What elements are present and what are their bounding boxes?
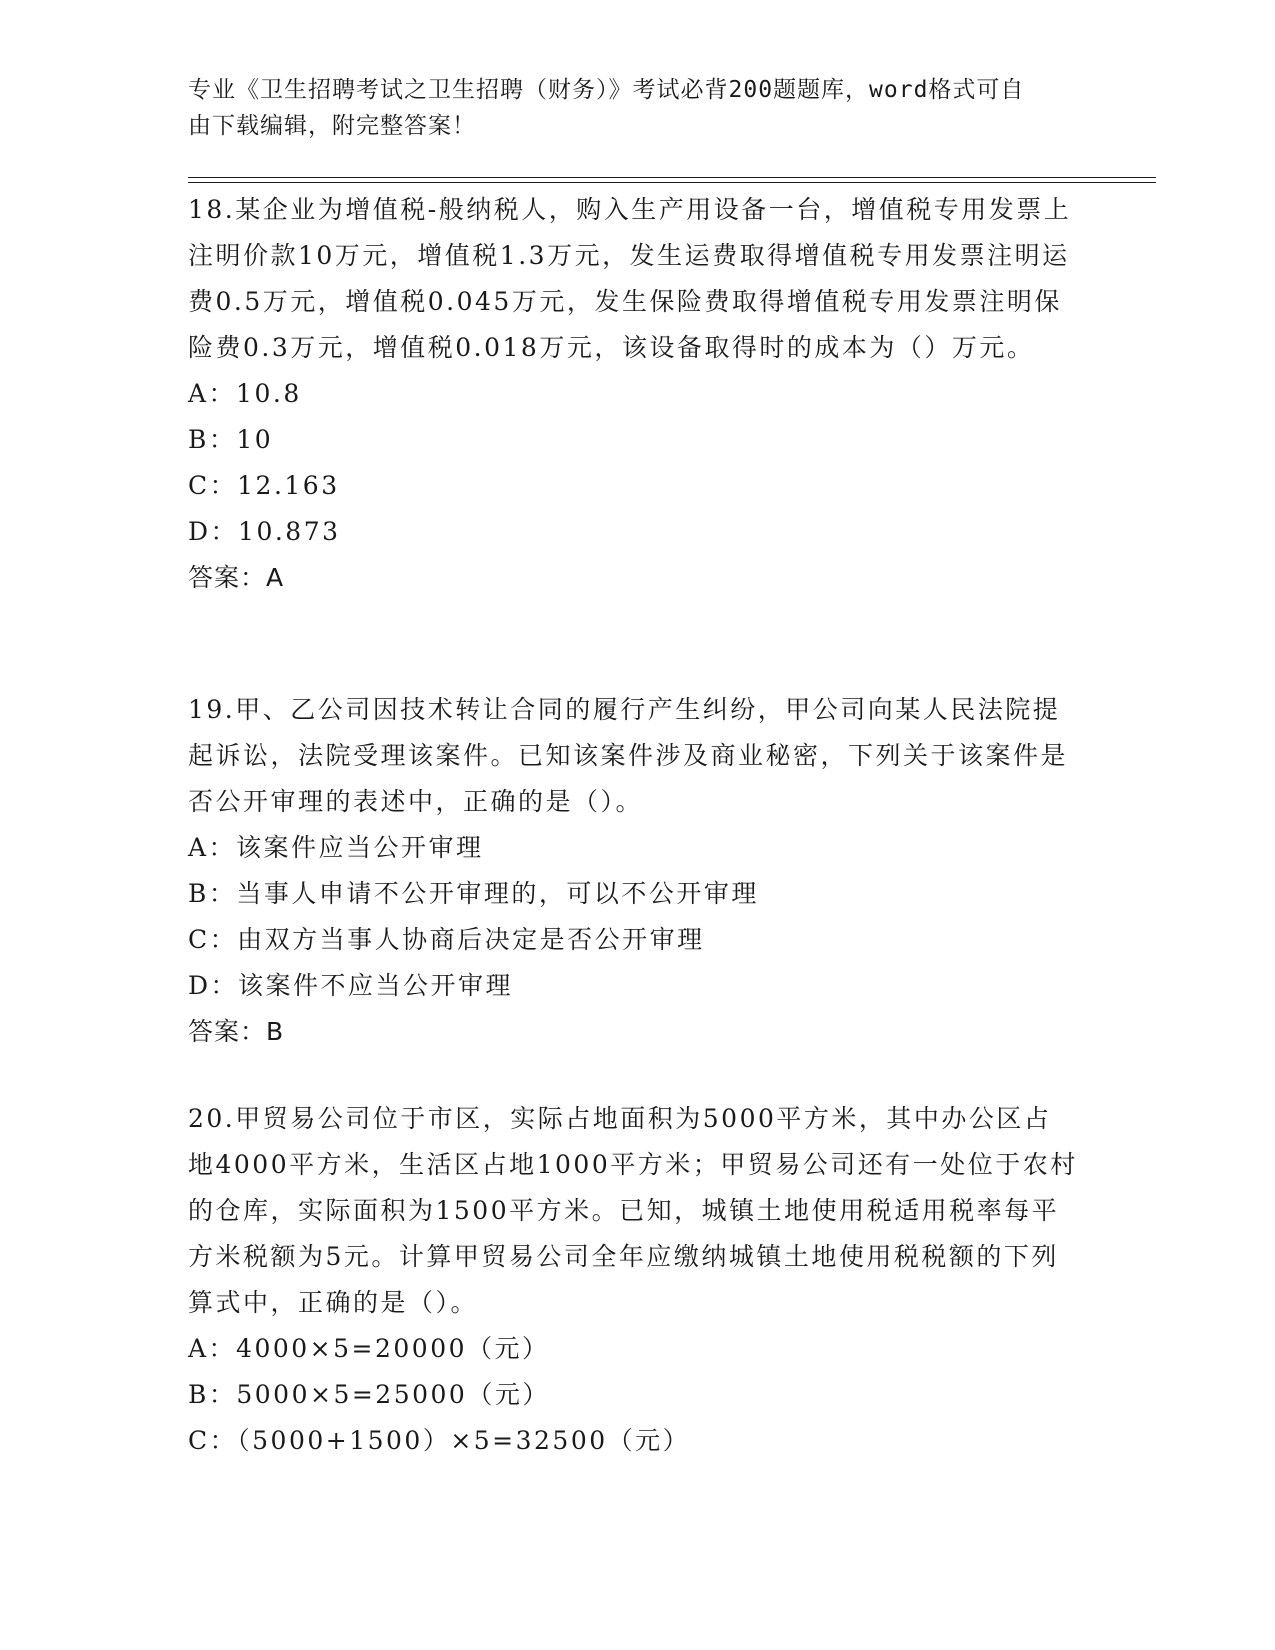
option-a: A：4000×5=20000（元） xyxy=(188,1334,550,1363)
option-b: B：5000×5=25000（元） xyxy=(188,1380,550,1409)
option-b: B：10 xyxy=(188,425,274,454)
question-18 xyxy=(188,187,1078,601)
question-stem: 19.甲、乙公司因技术转让合同的履行产生纠纷，甲公司向某人民法院提起诉讼，法院受理该案件。已知该案件涉及商业秘密，下列关于该案件是否公开审理的表述中，正确的是（）。 xyxy=(188,695,1069,816)
option-d: D：10.873 xyxy=(188,517,341,546)
option-c: C：由双方当事人协商后决定是否公开审理 xyxy=(188,925,705,954)
option-b: B：当事人申请不公开审理的，可以不公开审理 xyxy=(188,879,759,908)
header-line-2: 由下载编辑，附完整答案！ xyxy=(188,113,476,139)
option-a: A：10.8 xyxy=(188,379,302,408)
option-c: C：12.163 xyxy=(188,471,340,500)
answer-line: 答案：B xyxy=(188,1017,285,1046)
header-line-1: 专业《卫生招聘考试之卫生招聘（财务）》考试必背200题题库，word格式可自 xyxy=(188,77,1025,103)
option-a: A：该案件应当公开审理 xyxy=(188,833,484,862)
answer-line: 答案：A xyxy=(188,563,285,592)
document-header xyxy=(188,72,1068,144)
question-stem: 20.甲贸易公司位于市区，实际占地面积为5000平方米，其中办公区占地4000平方米，生活区占地1000平方米；甲贸易公司还有一处位于农村的仓库，实际面积为1500平方米。已知，城镇土地使用税适用税率每平方米税额为5元。计算甲贸易公司全年应缴纳城镇土地使用税税额的下列算式中，正确的是（）。 xyxy=(188,1104,1078,1317)
header-divider xyxy=(188,177,1156,183)
question-stem: 18.某企业为增值税-般纳税人，购入生产用设备一台，增值税专用发票上注明价款10万元，增值税1.3万元，发生运费取得增值税专用发票注明运费0.5万元，增值税0.045万元，发生保险费取得增值税专用发票注明保险费0.3万元，增值税0.018万元，该设备取得时的成本为（）万元。 xyxy=(188,195,1072,362)
question-19 xyxy=(188,687,1078,1055)
question-20 xyxy=(188,1096,1078,1464)
option-d: D：该案件不应当公开审理 xyxy=(188,971,514,1000)
option-c: C：（5000+1500）×5=32500（元） xyxy=(188,1426,691,1455)
